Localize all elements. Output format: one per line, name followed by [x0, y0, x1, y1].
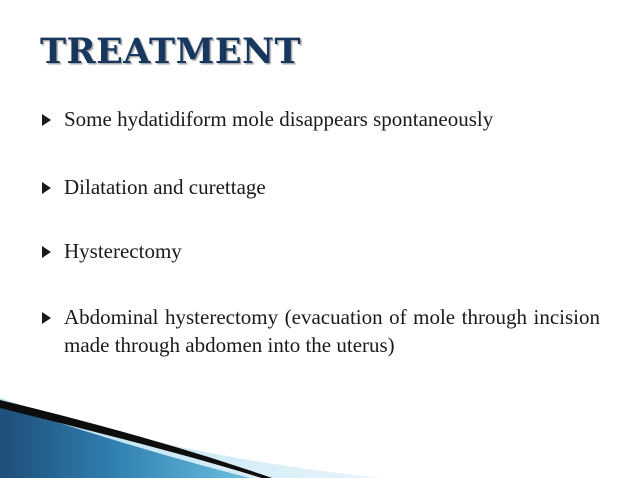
bullet-item [42, 176, 600, 201]
bullet-item [42, 306, 600, 359]
bullet-text: Abdominal hysterectomy (evacuation of mole through incision made through abdomen into the uterus) [64, 305, 600, 357]
triangle-right-icon [42, 108, 64, 132]
triangle-right-icon [42, 176, 64, 200]
triangle-right-icon [42, 306, 64, 330]
bullet-text: Dilatation and curettage [64, 175, 266, 199]
triangle-right-icon [42, 240, 64, 264]
bullet-item [42, 108, 600, 133]
corner-swoosh-decoration [0, 388, 638, 478]
bullet-text: Some hydatidiform mole disappears spontaneously [64, 107, 494, 131]
slide-title: TREATMENT [40, 31, 302, 72]
bullet-text: Hysterectomy [64, 239, 182, 263]
bullet-item [42, 240, 600, 265]
